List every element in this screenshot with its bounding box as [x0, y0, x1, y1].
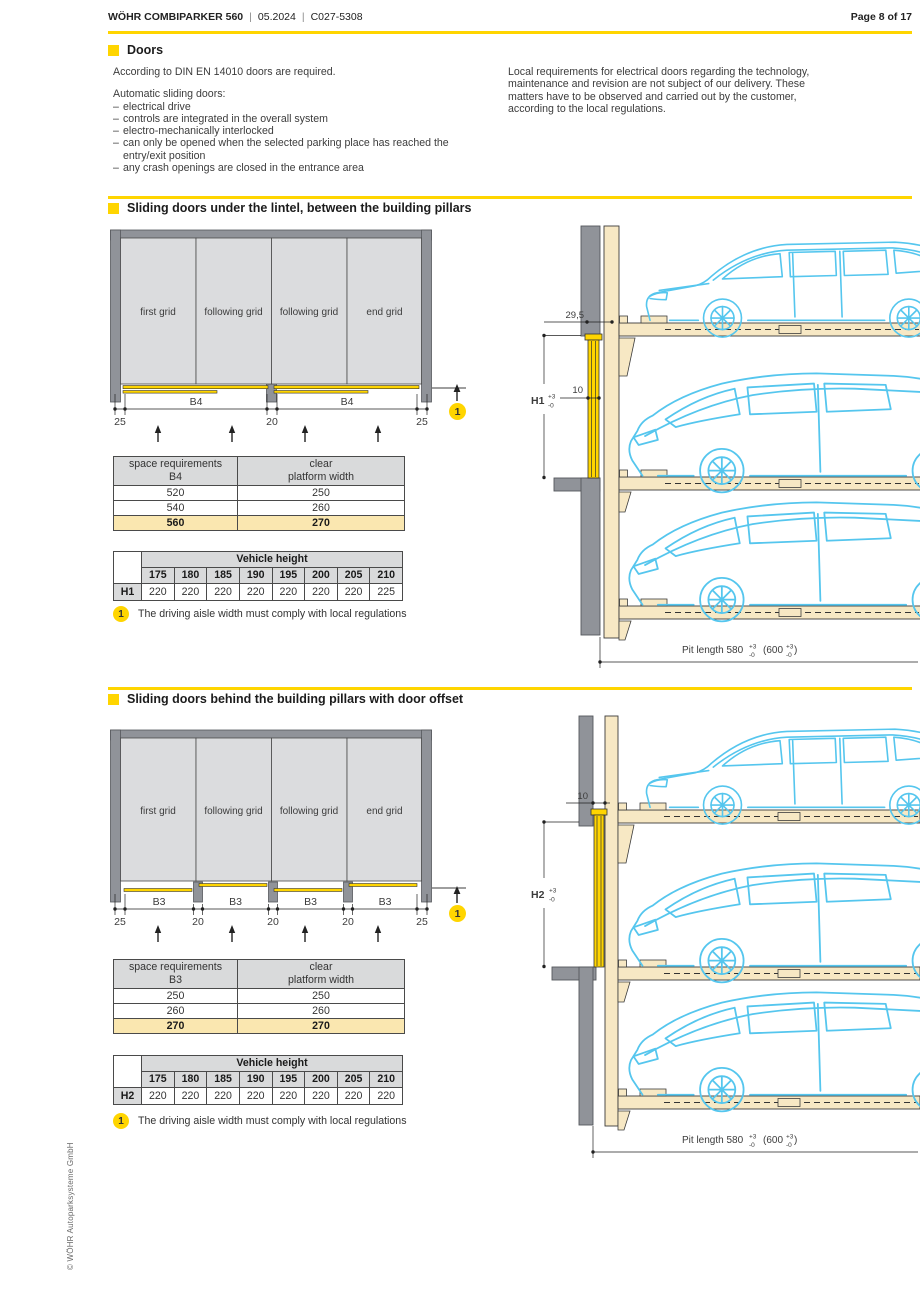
grid-label: following grid — [204, 307, 263, 318]
header-rule — [108, 31, 912, 34]
grid-label: first grid — [140, 307, 176, 318]
cell: 260 — [114, 1004, 238, 1019]
intro-left-column — [113, 66, 485, 174]
dim-door-thickness: 10 — [572, 385, 583, 396]
footnote-marker-1: 1 — [449, 403, 466, 420]
edge-dim: 20 — [192, 916, 204, 928]
header-separator: | — [249, 11, 252, 23]
yellow-square-bullet-icon — [108, 203, 119, 214]
pit-length-label: Pit length 580 — [682, 1135, 744, 1146]
clear-height-label: H1 — [531, 395, 545, 407]
section2-title-text: Sliding doors behind the building pillars with door offset — [127, 692, 464, 706]
section1-title — [108, 201, 471, 215]
aisle-arrow-icon — [451, 886, 463, 903]
edge-dim: 20 — [267, 916, 279, 928]
car-coupe — [629, 863, 920, 982]
section2-title — [108, 692, 463, 706]
bay-width-label: B3 — [152, 896, 166, 908]
dim-door-offset: 10 — [577, 791, 588, 802]
tolerance-plus: +3 — [549, 887, 557, 895]
cell-highlighted: 270 — [238, 516, 405, 531]
cell: 250 — [238, 486, 405, 501]
structure — [552, 716, 618, 1126]
front-view-diagram-2 — [110, 726, 470, 958]
footnote-marker-2: 1 — [449, 905, 466, 922]
pit-length-alt: (600 — [763, 1135, 784, 1146]
doors-intro — [113, 66, 832, 174]
side-view-diagram-2 — [530, 712, 920, 1160]
tolerance-minus: -0 — [548, 402, 554, 410]
cell: 250 — [114, 989, 238, 1004]
bay-width-label: B3 — [229, 896, 242, 908]
platforms — [619, 316, 920, 640]
page-header — [108, 11, 912, 23]
cars — [629, 729, 920, 1111]
bullet-item: – electrical drive — [113, 100, 191, 113]
side-view-diagram-1 — [530, 222, 920, 670]
aisle-arrow-icon — [451, 384, 463, 401]
page-number: Page 8 of 17 — [850, 11, 912, 23]
sliding-door — [585, 334, 602, 478]
cell-highlighted: 560 — [114, 516, 238, 531]
car-coupe — [629, 373, 920, 492]
space-requirements-table-1 — [113, 456, 405, 531]
edge-dim: 25 — [114, 416, 126, 428]
footnote-text: The driving aisle width must comply with local regulations — [138, 1115, 407, 1127]
doors-title-text: Doors — [127, 43, 164, 57]
bay-width-label: B4 — [340, 396, 354, 408]
edge-dim: 20 — [342, 916, 354, 928]
cell: 260 — [238, 501, 405, 516]
svg-text:+3: +3 — [786, 1133, 794, 1141]
footnote-1 — [113, 606, 407, 622]
cell: 250 — [238, 989, 405, 1004]
col-header: space requirements B4 — [114, 457, 238, 486]
section2-rule — [108, 687, 912, 690]
bullet-item: – electro-mechanically interlocked — [113, 125, 274, 138]
cell: 520 — [114, 486, 238, 501]
section1-title-text: Sliding doors under the lintel, between the building pillars — [127, 201, 472, 215]
row-label: H1 — [114, 584, 142, 601]
car-coupe — [629, 502, 920, 621]
col-header: clear platform width — [238, 960, 405, 989]
bay-width-label: B3 — [378, 896, 392, 908]
grid-label: following grid — [204, 806, 263, 817]
table-title: Vehicle height — [142, 1056, 403, 1072]
structure — [554, 226, 619, 638]
clear-height-label: H2 — [531, 889, 545, 901]
door-panels — [121, 238, 422, 384]
grid-label: end grid — [366, 307, 403, 318]
svg-text:-0: -0 — [749, 1142, 755, 1149]
bullet-item: – controls are integrated in the overall system — [113, 112, 328, 125]
doors-section-title — [108, 43, 163, 57]
svg-text:+3: +3 — [749, 1133, 757, 1141]
door-panels — [121, 738, 422, 881]
intro-right-column: Local requirements for electrical doors regarding the technology, maintenance and revision are not subject of our delivery. These matters have to be observed and carried out by the customer, according to the local regulations. — [508, 66, 810, 115]
footnote-badge: 1 — [113, 606, 129, 622]
grid-label: following grid — [279, 307, 339, 318]
cell: 260 — [238, 1004, 405, 1019]
cars — [629, 242, 920, 621]
header-separator: | — [301, 11, 305, 23]
col-header: clear platform width — [238, 457, 405, 486]
row-label: H2 — [114, 1088, 142, 1105]
intro-paragraph-2: Automatic sliding doors: — [113, 88, 226, 101]
product-title: WÖHR COMBIPARKER 560 — [108, 11, 244, 23]
grid-label: first grid — [140, 806, 176, 817]
svg-text:+3: +3 — [786, 643, 794, 651]
car-coupe — [629, 992, 920, 1111]
pit-length-close: ) — [794, 1135, 798, 1146]
tolerance-plus: +3 — [548, 393, 556, 401]
corner-cell — [114, 552, 142, 584]
yellow-square-bullet-icon — [108, 694, 119, 705]
header-doc-number: C027-5308 — [310, 11, 363, 23]
copyright-vertical-text: © WÖHR Autoparksysteme GmbH — [66, 1142, 75, 1270]
edge-dim: 25 — [114, 916, 126, 928]
space-requirements-table-2 — [113, 959, 405, 1034]
vehicle-height-table-2: Vehicle height 175 180 185 190 195 200 205 210 H2 220 220 220 220 220 220 220 220 — [113, 1055, 403, 1105]
svg-text:-0: -0 — [786, 1142, 792, 1149]
edge-dim: 20 — [266, 416, 278, 428]
svg-text:+3: +3 — [749, 643, 757, 651]
bullet-item: – any crash openings are closed in the entrance area — [113, 162, 364, 175]
col-header: space requirements B3 — [114, 960, 238, 989]
header-date: 05.2024 — [257, 11, 296, 23]
footnote-2 — [113, 1113, 407, 1129]
svg-text:-0: -0 — [786, 652, 792, 659]
section1-rule — [108, 196, 912, 199]
edge-dim: 25 — [416, 916, 428, 928]
grid-label: end grid — [366, 806, 403, 817]
grid-label: following grid — [279, 806, 339, 817]
footnote-text: The driving aisle width must comply with local regulations — [138, 608, 407, 620]
dim-lintel: 29,5 — [565, 310, 584, 321]
edge-dim: 25 — [416, 416, 428, 428]
cell-highlighted: 270 — [114, 1019, 238, 1034]
tolerance-minus: -0 — [549, 896, 555, 904]
intro-paragraph-1: According to DIN EN 14010 doors are required. — [113, 66, 336, 78]
cell: 540 — [114, 501, 238, 516]
svg-text:-0: -0 — [749, 652, 755, 659]
bay-width-label: B4 — [189, 396, 203, 408]
pit-length-alt: (600 — [763, 645, 784, 656]
vehicle-height-table-1: Vehicle height 175 180 185 190 195 200 205 210 H1 220 220 220 220 220 220 220 225 — [113, 551, 403, 601]
pit-length-label: Pit length 580 — [682, 645, 744, 656]
cell-highlighted: 270 — [238, 1019, 405, 1034]
front-view-diagram-1 — [110, 226, 470, 458]
table-title: Vehicle height — [142, 552, 403, 568]
footnote-badge: 1 — [113, 1113, 129, 1129]
bullet-item: – can only be opened when the selected parking place has reached the entry/exit position — [113, 137, 449, 162]
yellow-square-bullet-icon — [108, 45, 119, 56]
corner-cell — [114, 1056, 142, 1088]
bay-width-label: B3 — [304, 896, 317, 908]
pit-length-close: ) — [794, 645, 798, 656]
